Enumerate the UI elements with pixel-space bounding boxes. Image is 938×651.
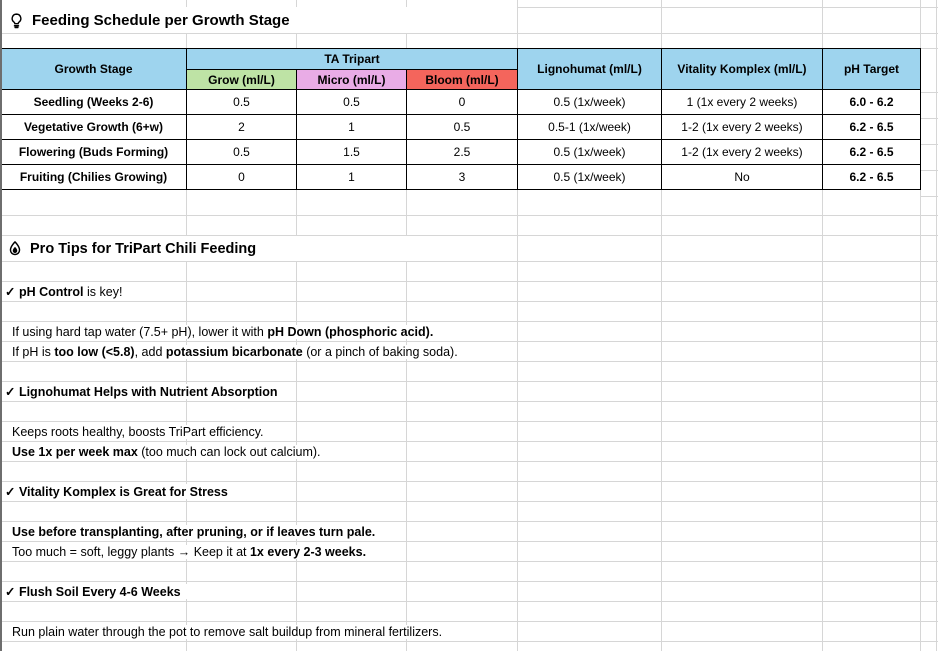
cell-grow[interactable]: 0.5 [187,140,297,165]
feeding-schedule-table [0,48,921,190]
sheet-row[interactable] [0,362,938,382]
table-row [1,115,921,140]
cell-bloom[interactable]: 0 [407,90,518,115]
tip-heading-text: ✓ Vitality Komplex is Great for Stress [5,484,240,499]
tip-line-ph-2[interactable]: If pH is too low (<5.8), add potassium bicarbonate (or a pinch of baking soda). [0,342,938,362]
cell-stage[interactable]: Fruiting (Chilies Growing) [1,165,187,190]
cell-ph[interactable]: 6.2 - 6.5 [823,115,921,140]
tip-line-flush-1[interactable]: Run plain water through the pot to remove salt buildup from mineral fertilizers. [0,622,938,642]
cell-stage[interactable]: Seedling (Weeks 2-6) [1,90,187,115]
tip-line-vitality-2[interactable]: Too much = soft, leggy plants → Keep it at 1x every 2-3 weeks. [0,542,938,562]
tip-heading-flush[interactable] [0,582,938,602]
sheet-row[interactable] [0,262,938,282]
sheet-row[interactable] [0,216,938,236]
lightbulb-icon [8,12,25,29]
gridline-stub [920,118,938,119]
col-header-ph-target[interactable]: pH Target [823,49,921,90]
tip-line-ph-1[interactable]: If using hard tap water (7.5+ pH), lower it with pH Down (phosphoric acid). [0,322,938,342]
cell-vitality[interactable]: 1 (1x every 2 weeks) [662,90,823,115]
col-header-micro[interactable]: Micro (ml/L) [297,70,407,90]
tip-heading-text: ✓ Lignohumat Helps with Nutrient Absorption [5,384,290,399]
tips-title: Pro Tips for TriPart Chili Feeding [30,240,257,257]
tip-line-lignohumat-2[interactable]: Use 1x per week max (too much can lock out calcium). [0,442,938,462]
cell-grow[interactable]: 0.5 [187,90,297,115]
tips-title-cell[interactable] [0,236,938,262]
cell-vitality[interactable]: 1-2 (1x every 2 weeks) [662,115,823,140]
col-header-growth-stage[interactable]: Growth Stage [1,49,187,90]
gridline-horizontal [0,33,938,34]
cell-lignohumat[interactable]: 0.5 (1x/week) [518,90,662,115]
cell-bloom[interactable]: 0.5 [407,115,518,140]
tip-line-lignohumat-1[interactable]: Keeps roots healthy, boosts TriPart efficiency. [0,422,938,442]
sheet-title-cell[interactable] [1,7,517,33]
cell-grow[interactable]: 0 [187,165,297,190]
gridline-stub [920,92,938,93]
cell-micro[interactable]: 1 [297,165,407,190]
col-header-bloom[interactable]: Bloom (ml/L) [407,70,518,90]
cell-ph[interactable]: 6.2 - 6.5 [823,140,921,165]
sheet-row[interactable] [0,302,938,322]
sheet-row[interactable] [0,462,938,482]
cell-bloom[interactable]: 3 [407,165,518,190]
sheet-row[interactable] [0,602,938,622]
cell-lignohumat[interactable]: 0.5-1 (1x/week) [518,115,662,140]
col-header-grow[interactable]: Grow (ml/L) [187,70,297,90]
flame-icon [7,240,23,257]
sheet-row[interactable] [0,642,938,651]
tip-heading-vitality[interactable] [0,482,938,502]
tips-section [0,196,938,651]
col-header-ta-tripart[interactable]: TA Tripart [187,49,518,70]
col-header-vitality-komplex[interactable]: Vitality Komplex (ml/L) [662,49,823,90]
tip-heading-lignohumat[interactable] [0,382,938,402]
gridline-stub [920,170,938,171]
cell-ph[interactable]: 6.2 - 6.5 [823,165,921,190]
tip-heading-text: ✓ pH Control [5,285,84,299]
cell-micro[interactable]: 0.5 [297,90,407,115]
cell-micro[interactable]: 1 [297,115,407,140]
cell-stage[interactable]: Flowering (Buds Forming) [1,140,187,165]
sheet-left-edge [0,0,2,651]
cell-lignohumat[interactable]: 0.5 (1x/week) [518,140,662,165]
sheet-row[interactable] [0,502,938,522]
page-title: Feeding Schedule per Growth Stage [32,11,290,29]
tip-heading-text: ✓ Flush Soil Every 4-6 Weeks [5,584,193,599]
col-header-lignohumat[interactable]: Lignohumat (ml/L) [518,49,662,90]
cell-vitality[interactable]: 1-2 (1x every 2 weeks) [662,140,823,165]
sheet-row[interactable] [0,402,938,422]
table-row [1,140,921,165]
cell-lignohumat[interactable]: 0.5 (1x/week) [518,165,662,190]
sheet-row[interactable] [0,196,938,216]
table-row [1,90,921,115]
cell-grow[interactable]: 2 [187,115,297,140]
gridline-stub [920,144,938,145]
table-row [1,165,921,190]
tip-line-vitality-1[interactable]: Use before transplanting, after pruning, or if leaves turn pale. [0,522,938,542]
cell-ph[interactable]: 6.0 - 6.2 [823,90,921,115]
tip-heading-ph[interactable] [0,282,938,302]
sheet-row[interactable] [0,562,938,582]
cell-bloom[interactable]: 2.5 [407,140,518,165]
cell-micro[interactable]: 1.5 [297,140,407,165]
cell-vitality[interactable]: No [662,165,823,190]
cell-stage[interactable]: Vegetative Growth (6+w) [1,115,187,140]
tip-heading-rest: is key! [83,285,123,299]
